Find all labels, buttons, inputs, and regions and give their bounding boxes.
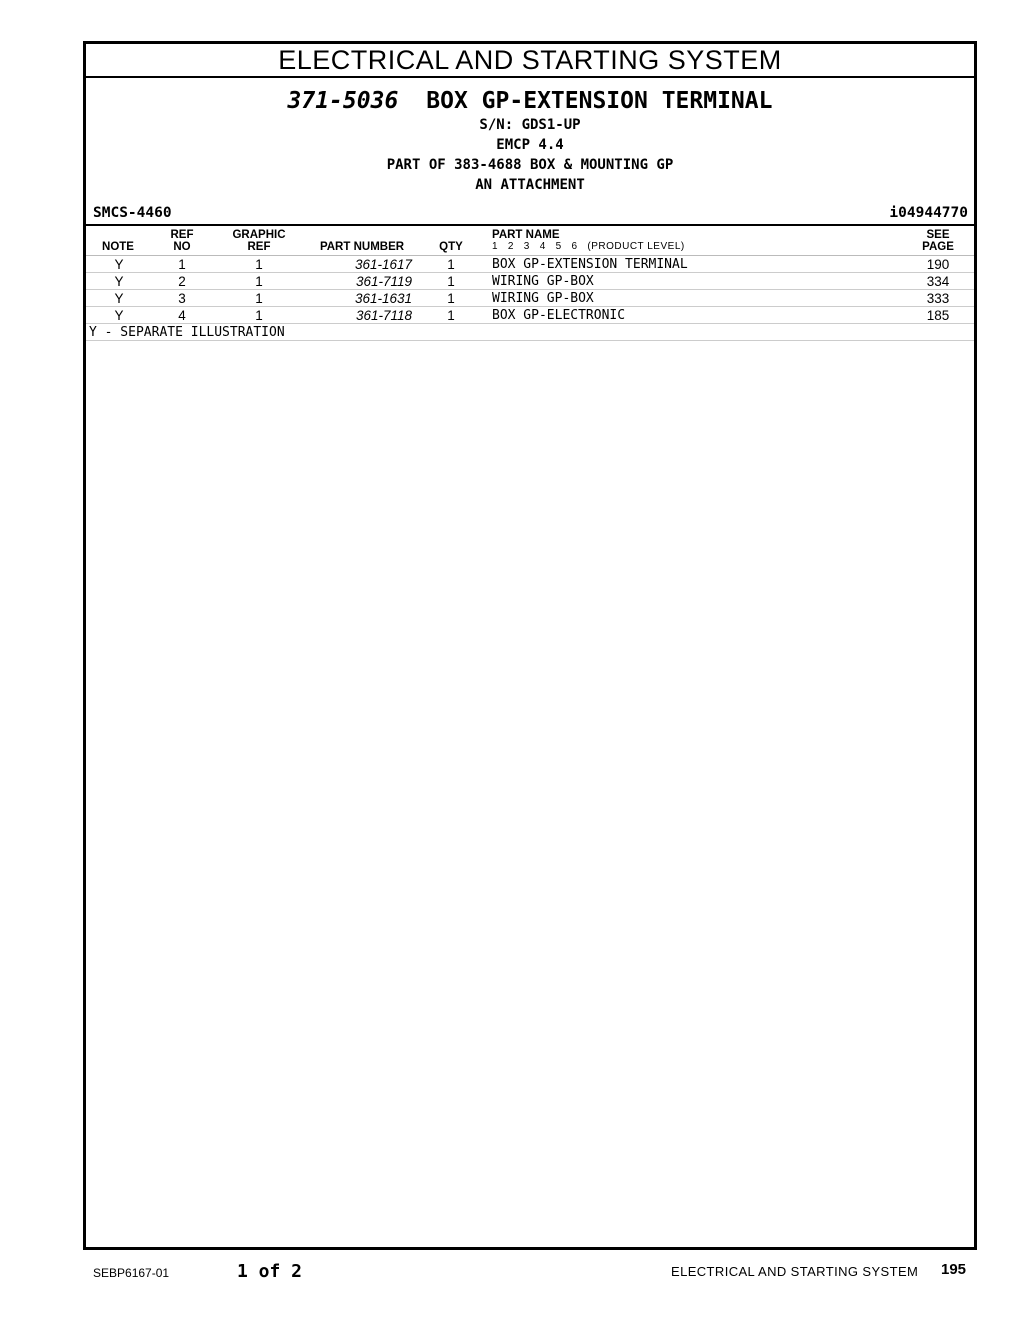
cell-ref: 4 <box>178 308 186 323</box>
cell-qty: 1 <box>447 257 455 272</box>
cell-qty: 1 <box>447 308 455 323</box>
cell-graphic-ref: 1 <box>255 291 263 306</box>
cell-part-name: BOX GP-EXTENSION TERMINAL <box>492 257 688 272</box>
header-ref-bottom: NO <box>173 241 191 253</box>
table-row <box>86 273 974 290</box>
cell-note: Y <box>114 257 124 272</box>
cell-ref: 3 <box>178 291 186 306</box>
cell-graphic-ref: 1 <box>255 274 263 289</box>
page-number: 195 <box>941 1261 967 1278</box>
page-footer <box>0 1258 1020 1288</box>
table-footnote: Y - SEPARATE ILLUSTRATION <box>86 324 974 341</box>
page-frame <box>83 41 977 1250</box>
cell-see-page[interactable]: 334 <box>926 274 950 289</box>
cell-ref: 1 <box>178 257 186 272</box>
table-header <box>86 226 974 256</box>
cell-see-page[interactable]: 333 <box>926 291 950 306</box>
cell-graphic-ref: 1 <box>255 257 263 272</box>
table-row <box>86 290 974 307</box>
cell-part-name: WIRING GP-BOX <box>492 274 594 289</box>
cell-part-name: WIRING GP-BOX <box>492 291 594 306</box>
group-part-number: 371-5036 <box>287 88 399 114</box>
document-id: SEBP6167-01 <box>93 1266 170 1280</box>
cell-qty: 1 <box>447 291 455 306</box>
smcs-row <box>86 204 974 226</box>
cell-see-page[interactable]: 190 <box>926 257 950 272</box>
group-header <box>86 87 974 195</box>
smcs-code: SMCS-4460 <box>93 205 172 221</box>
group-name: BOX GP-EXTENSION TERMINAL <box>426 88 773 114</box>
cell-part-number[interactable]: 361-1617 <box>354 257 412 272</box>
cell-note: Y <box>114 274 124 289</box>
cell-graphic-ref: 1 <box>255 308 263 323</box>
table-row <box>86 307 974 324</box>
cell-note: Y <box>114 308 124 323</box>
header-part-name: PART NAME <box>492 229 560 241</box>
table-row <box>86 256 974 273</box>
header-product-levels: 1 2 3 4 5 6 (PRODUCT LEVEL) <box>492 241 685 252</box>
cell-ref: 2 <box>178 274 186 289</box>
model-line: EMCP 4.4 <box>496 137 564 153</box>
header-see-top: SEE <box>926 229 950 241</box>
cell-note: Y <box>114 291 124 306</box>
group-title <box>86 87 974 115</box>
header-ref-top: REF <box>170 229 194 241</box>
attachment-line: AN ATTACHMENT <box>475 177 585 193</box>
cell-part-number[interactable]: 361-7118 <box>355 308 412 323</box>
header-graphic-top: GRAPHIC <box>232 229 286 241</box>
cell-part-name: BOX GP-ELECTRONIC <box>492 308 626 323</box>
cell-qty: 1 <box>447 274 455 289</box>
page-counter: 1 of 2 <box>237 1261 303 1282</box>
header-qty: QTY <box>439 241 463 253</box>
section-title: ELECTRICAL AND STARTING SYSTEM <box>86 44 974 78</box>
part-of-line: PART OF 383-4688 BOX & MOUNTING GP <box>386 157 674 173</box>
cell-see-page[interactable]: 185 <box>926 308 950 323</box>
header-note: NOTE <box>102 241 134 253</box>
illustration-id: i04944770 <box>889 205 968 221</box>
header-see-bottom: PAGE <box>922 241 954 253</box>
footer-section-title: ELECTRICAL AND STARTING SYSTEM <box>671 1264 919 1279</box>
header-part-number: PART NUMBER <box>319 241 405 253</box>
serial-number-line: S/N: GDS1-UP <box>479 117 581 133</box>
header-graphic-bottom: REF <box>247 241 271 253</box>
cell-part-number[interactable]: 361-1631 <box>354 291 412 306</box>
cell-part-number[interactable]: 361-7119 <box>355 274 412 289</box>
